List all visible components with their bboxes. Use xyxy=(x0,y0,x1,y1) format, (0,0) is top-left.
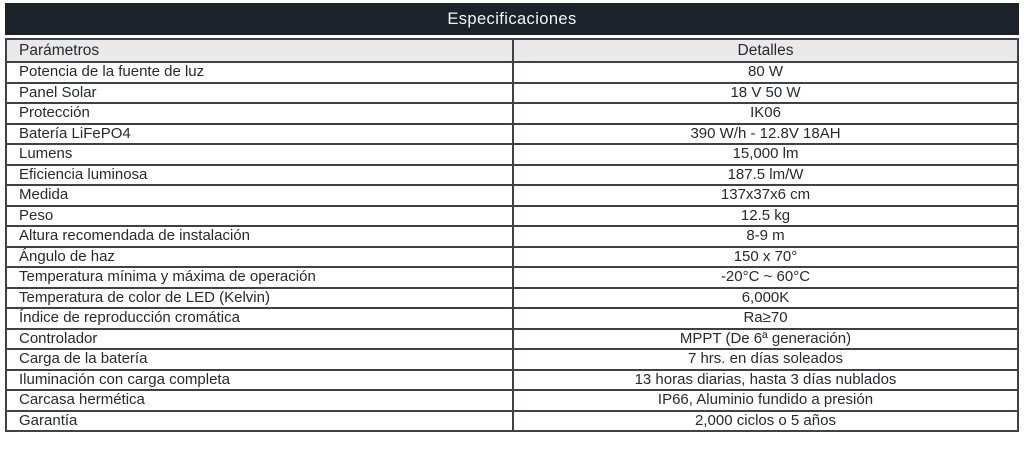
param-cell: Iluminación con carga completa xyxy=(6,370,513,391)
param-cell: Eficiencia luminosa xyxy=(6,165,513,186)
specs-table xyxy=(5,38,1019,432)
specs-table-body xyxy=(6,62,1018,431)
table-row xyxy=(6,185,1018,206)
param-cell: Altura recomendada de instalación xyxy=(6,226,513,247)
value-cell: IP66, Aluminio fundido a presión xyxy=(513,390,1018,411)
value-cell: 8-9 m xyxy=(513,226,1018,247)
value-cell: IK06 xyxy=(513,103,1018,124)
table-row xyxy=(6,267,1018,288)
param-cell: Índice de reproducción cromática xyxy=(6,308,513,329)
table-row xyxy=(6,226,1018,247)
value-cell: 12.5 kg xyxy=(513,206,1018,227)
table-row xyxy=(6,62,1018,83)
table-row xyxy=(6,165,1018,186)
value-cell: -20°C ~ 60°C xyxy=(513,267,1018,288)
param-cell: Batería LiFePO4 xyxy=(6,124,513,145)
column-header-parametros: Parámetros xyxy=(6,39,513,62)
value-cell: 13 horas diarias, hasta 3 días nublados xyxy=(513,370,1018,391)
param-cell: Temperatura de color de LED (Kelvin) xyxy=(6,288,513,309)
table-row xyxy=(6,370,1018,391)
param-cell: Lumens xyxy=(6,144,513,165)
param-cell: Temperatura mínima y máxima de operación xyxy=(6,267,513,288)
column-header-detalles: Detalles xyxy=(513,39,1018,62)
param-cell: Potencia de la fuente de luz xyxy=(6,62,513,83)
param-cell: Carga de la batería xyxy=(6,349,513,370)
param-cell: Protección xyxy=(6,103,513,124)
value-cell: 80 W xyxy=(513,62,1018,83)
param-cell: Controlador xyxy=(6,329,513,350)
table-row xyxy=(6,124,1018,145)
value-cell: 18 V 50 W xyxy=(513,83,1018,104)
param-cell: Ángulo de haz xyxy=(6,247,513,268)
table-row xyxy=(6,349,1018,370)
table-title: Especificaciones xyxy=(447,9,577,28)
header-row xyxy=(6,39,1018,62)
value-cell: 137x37x6 cm xyxy=(513,185,1018,206)
param-cell: Carcasa hermética xyxy=(6,390,513,411)
specifications-panel xyxy=(5,3,1019,432)
table-title-bar xyxy=(5,3,1019,35)
value-cell: Ra≥70 xyxy=(513,308,1018,329)
table-row xyxy=(6,390,1018,411)
table-row xyxy=(6,329,1018,350)
table-row xyxy=(6,206,1018,227)
value-cell: 2,000 ciclos o 5 años xyxy=(513,411,1018,432)
table-row xyxy=(6,83,1018,104)
param-cell: Garantía xyxy=(6,411,513,432)
value-cell: 7 hrs. en días soleados xyxy=(513,349,1018,370)
table-row xyxy=(6,144,1018,165)
value-cell: MPPT (De 6ª generación) xyxy=(513,329,1018,350)
value-cell: 390 W/h - 12.8V 18AH xyxy=(513,124,1018,145)
table-row xyxy=(6,308,1018,329)
value-cell: 187.5 lm/W xyxy=(513,165,1018,186)
table-row xyxy=(6,411,1018,432)
table-row xyxy=(6,288,1018,309)
param-cell: Medida xyxy=(6,185,513,206)
table-row xyxy=(6,247,1018,268)
param-cell: Peso xyxy=(6,206,513,227)
param-cell: Panel Solar xyxy=(6,83,513,104)
value-cell: 6,000K xyxy=(513,288,1018,309)
value-cell: 15,000 lm xyxy=(513,144,1018,165)
table-row xyxy=(6,103,1018,124)
value-cell: 150 x 70° xyxy=(513,247,1018,268)
